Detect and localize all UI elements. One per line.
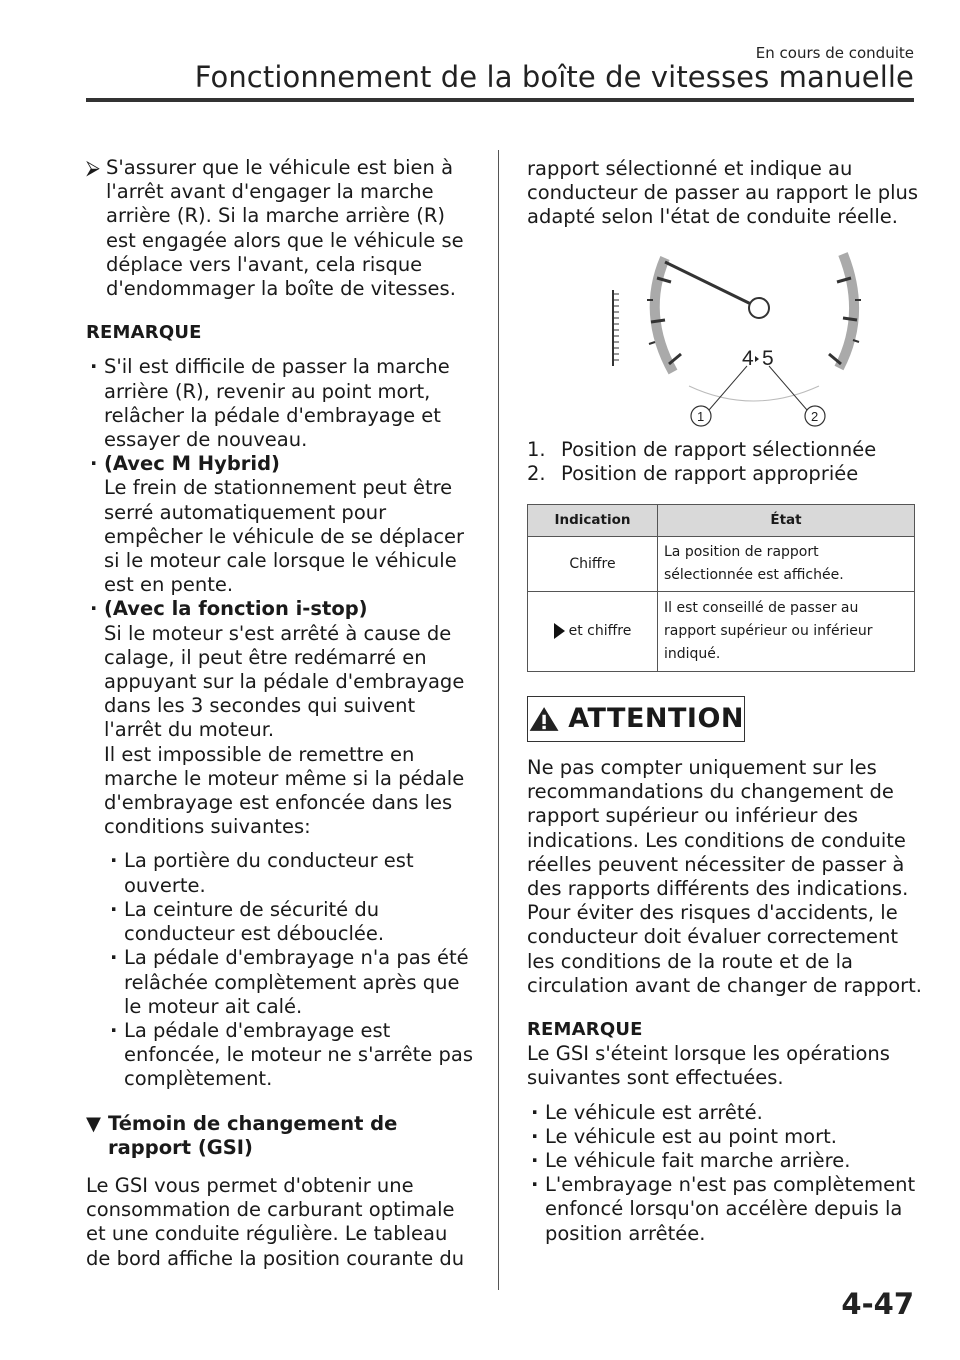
callout-1-label: 1 (697, 408, 705, 424)
attention-text: Ne pas compter uniquement sur les recommandations du changement de rapport supérieur ou inférieur des indications. Les conditions de conduite réelles peuvent nécessiter de passer à des rapports différents des indications. Pour éviter des risques d'accidents, le conducteur doit évaluer correctement les conditions de la route et de la circulation avant de changer de rapport. (527, 756, 923, 997)
note-bullet-1: · S'il est difficile de passer la marche arrière (R), revenir au point mort, relâcher la pédale d'embrayage et essayer de nouveau. (86, 355, 476, 452)
table-cell-etat: La position de rapport sélectionnée est affichée. (658, 537, 915, 592)
gear-recommended-label: 5 (762, 346, 774, 370)
table-cell-indication: et chiffre (528, 592, 658, 672)
table-cell-indication: Chiffre (528, 537, 658, 592)
note-bullet-3-text-1: Si le moteur s'est arrêté à cause de calage, il peut être redémarré en appuyant sur la pédale d'embrayage dans les 3 secondes qui suivent l'arrêt du moteur. (104, 621, 465, 742)
table-cell-etat: Il est conseillé de passer au rapport supérieur ou inférieur indiqué. (658, 592, 915, 672)
note-bullet-2 (86, 452, 476, 597)
page-number: 4-47 (841, 1287, 914, 1321)
note-bullet-2-heading: (Avec M Hybrid) (104, 452, 280, 476)
attention-banner (527, 696, 745, 742)
triangle-down-icon: ▼ (86, 1111, 101, 1135)
callout-1-leader (709, 366, 747, 410)
gsi-intro-text: Le GSI vous permet d'obtenir une consommation de carburant optimale et une conduite régulière. Le tableau de bord affiche la position courante du (86, 1173, 465, 1270)
gsi-gauge-illustration (561, 244, 881, 434)
remarque-text: Le GSI s'éteint lorsque les opérations suivantes sont effectuées. (527, 1042, 890, 1090)
attention-label: ATTENTION (568, 702, 744, 734)
warning-icon (528, 703, 560, 735)
caution-text: S'assurer que le véhicule est bien à l'arrêt avant d'engager la marche arrière (R). Si la marche arrière (R) est engagée alors que le véhicule se déplace vers l'avant, cela risque d'endommager la boîte de vitesses. (106, 156, 464, 301)
caption-2: 2. Position de rapport appropriée (527, 461, 859, 485)
gsi-off-bullet-1: · Le véhicule est arrêté. (527, 1101, 922, 1125)
table-header-etat: État (658, 505, 915, 537)
gsi-continued-text: rapport sélectionné et indique au conducteur de passer au rapport le plus adapté selon l'état de conduite réelle. (527, 157, 919, 229)
gsi-off-bullet-2: · Le véhicule est au point mort. (527, 1125, 922, 1149)
note-bullet-3-text-2: Il est impossible de remettre en marche le moteur même si la pédale d'embrayage est enfoncée dans les conditions suivantes: (104, 742, 465, 839)
note-bullet-3-heading: (Avec la fonction i-stop) (104, 597, 368, 621)
page-title: Fonctionnement de la boîte de vitesses manuelle (194, 60, 914, 94)
gauge-dial (613, 254, 881, 426)
header-section-label: En cours de conduite (755, 44, 914, 62)
gsi-off-bullet-3: · Le véhicule fait marche arrière. (527, 1149, 922, 1173)
caption-1: 1. Position de rapport sélectionnée (527, 437, 877, 461)
gauge-needle (665, 262, 755, 306)
gauge-hub (749, 298, 769, 318)
remarque-heading: REMARQUE (86, 322, 202, 344)
indication-table (527, 504, 915, 672)
caution-item (86, 156, 476, 301)
table-header-indication: Indication (528, 505, 658, 537)
shift-arrow-icon (755, 356, 759, 362)
note-bullet-3 (86, 597, 476, 839)
dial-major-ticks (651, 278, 857, 364)
sub-bullet-3: · La pédale d'embrayage n'a pas été relâchée complètement après que le moteur ait calé. (86, 946, 476, 1019)
arrow-icon: ⮚ (86, 156, 100, 179)
figure-captions (527, 438, 922, 486)
gear-current-label: 4 (742, 346, 754, 370)
callout-2-label: 2 (811, 408, 819, 424)
column-divider (498, 150, 499, 1290)
table-row (528, 592, 915, 672)
sub-bullet-4: · La pédale d'embrayage est enfoncée, le moteur ne s'arrête pas complètement. (86, 1019, 476, 1092)
table-row (528, 537, 915, 592)
section-heading (86, 1112, 476, 1160)
right-column (527, 157, 922, 1246)
remarque-heading: REMARQUE (527, 1019, 643, 1041)
left-column (86, 156, 476, 1271)
gsi-off-bullet-4: · L'embrayage n'est pas complètement enfoncé lorsqu'on accélère depuis la position arrêtée. (527, 1173, 922, 1246)
note-bullet-2-text: Le frein de stationnement peut être serré automatiquement pour empêcher le véhicule de se déplacer si le moteur cale lorsque le véhicule est en pente. (104, 476, 465, 597)
callout-2-leader (769, 366, 807, 410)
header-rule (86, 98, 914, 102)
sub-bullet-2: · La ceinture de sécurité du conducteur est débouclée. (86, 898, 476, 946)
section-title: Témoin de changement de rapport (GSI) (108, 1111, 398, 1159)
sub-bullet-1: · La portière du conducteur est ouverte. (86, 849, 476, 897)
shift-arrow-icon (554, 623, 565, 639)
